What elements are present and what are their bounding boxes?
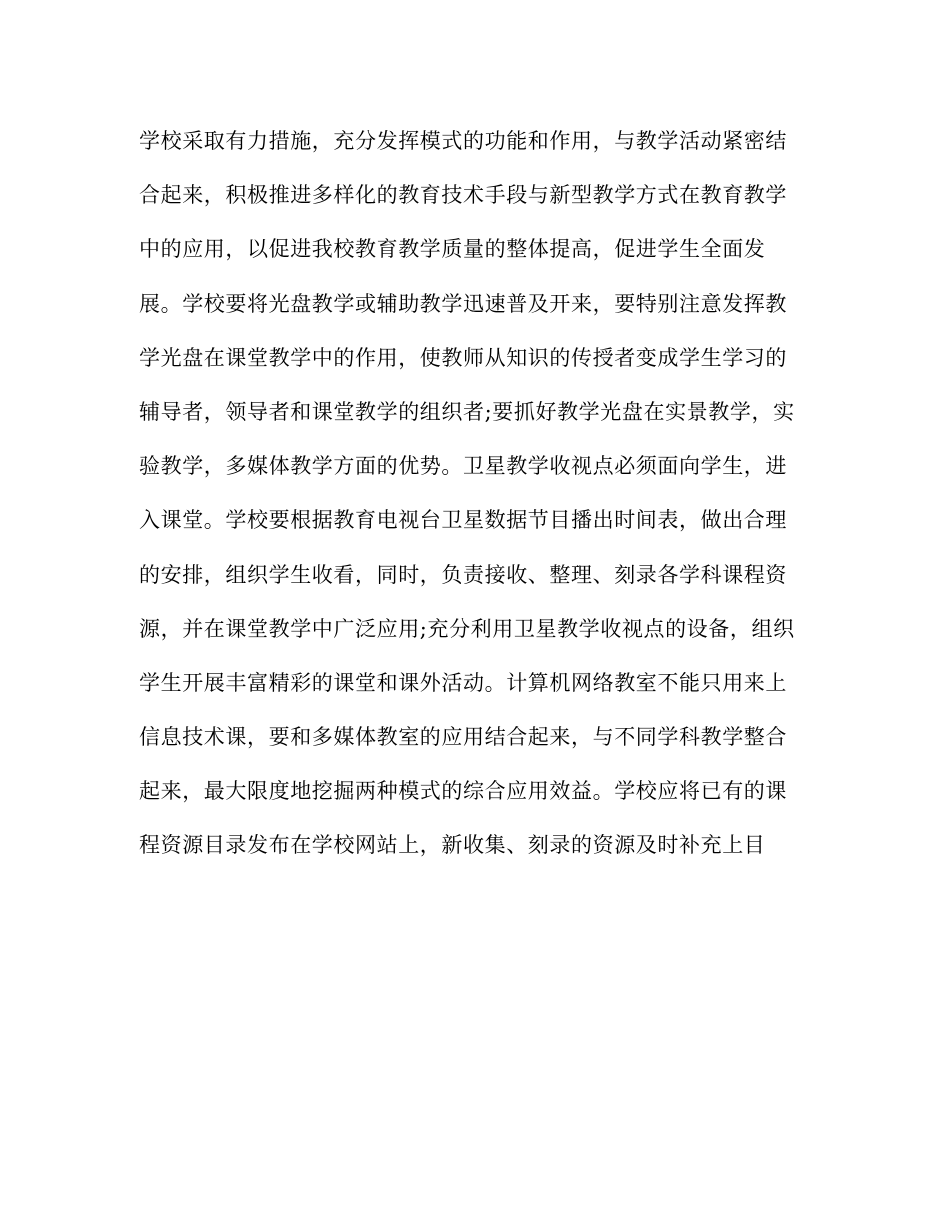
text-line: 展。学校要将光盘教学或辅助教学迅速普及开来，要特别注意发挥教 [139, 291, 787, 316]
text-line: 的安排，组织学生收看，同时，负责接收、整理、刻录各学科课程资 [139, 562, 787, 587]
text-line: 学生开展丰富精彩的课堂和课外活动。计算机网络教室不能只用来上 [139, 670, 787, 695]
text-line: 程资源目录发布在学校网站上，新收集、刻录的资源及时补充上目 [139, 833, 766, 858]
text-line: 源，并在课堂教学中广泛应用;充分利用卫星教学收视点的设备，组织 [139, 616, 795, 641]
text-line: 起来，最大限度地挖掘两种模式的综合应用效益。学校应将已有的课 [139, 779, 787, 804]
text-line: 辅导者，领导者和课堂教学的组织者;要抓好教学光盘在实景教学，实 [139, 399, 795, 424]
text-line: 入课堂。学校要根据教育电视台卫星数据节目播出时间表，做出合理 [139, 508, 787, 533]
text-line: 学光盘在课堂教学中的作用，使教师从知识的传授者变成学生学习的 [139, 345, 787, 370]
body-text [139, 120, 819, 879]
text-line: 学校采取有力措施，充分发挥模式的功能和作用，与教学活动紧密结 [139, 129, 787, 153]
text-line: 验教学，多媒体教学方面的优势。卫星教学收视点必须面向学生，进 [139, 454, 787, 479]
text-line: 信息技术课，要和多媒体教室的应用结合起来，与不同学科教学整合 [139, 725, 787, 750]
text-line: 中的应用，以促进我校教育教学质量的整体提高，促进学生全面发 [139, 237, 766, 262]
text-line: 合起来，积极推进多样化的教育技术手段与新型教学方式在教育教学 [139, 183, 787, 208]
